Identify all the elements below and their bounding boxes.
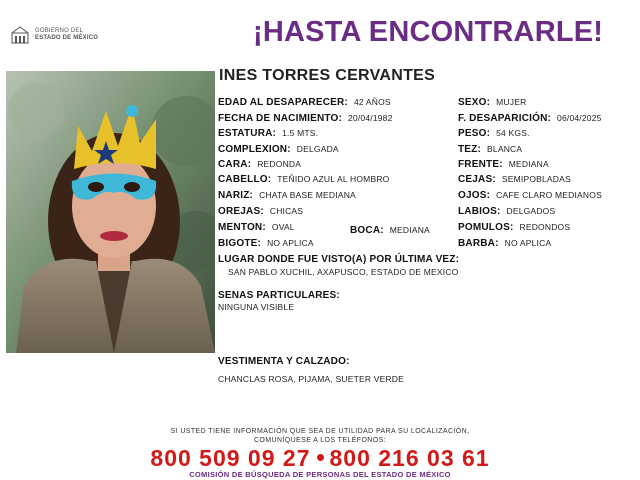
field-label: FECHA DE NACIMIENTO: (218, 113, 342, 124)
dot-icon (317, 454, 324, 461)
field-sexo (458, 96, 526, 109)
field-labios (458, 205, 555, 218)
field-value: NO APLICA (267, 238, 314, 248)
phone-number-1[interactable]: 800 509 09 27 (150, 445, 311, 471)
state-emblem-icon (10, 25, 30, 45)
field-bigote (218, 237, 314, 250)
field-value: DELGADOS (506, 206, 556, 216)
government-logo (10, 24, 120, 46)
field-menton (218, 221, 295, 234)
phone-number-2[interactable]: 800 216 03 61 (329, 445, 490, 471)
clothing-value: CHANCLAS ROSA, PIJAMA, SUETER VERDE (218, 374, 405, 384)
logo-line-1: GOBIERNO DEL (35, 28, 84, 34)
field-peso (458, 127, 530, 140)
person-name: INES TORRES CERVANTES (219, 67, 436, 84)
field-boca (350, 224, 430, 237)
field-label: TEZ: (458, 144, 482, 155)
field-cara (218, 158, 301, 171)
field-fecha-desaparicion (458, 112, 602, 125)
contact-info-line-2: COMUNÍQUESE A LOS TELÉFONOS: (253, 437, 387, 444)
field-estatura (218, 127, 318, 140)
field-value: CHICAS (269, 206, 304, 216)
field-fecha-nacimiento (218, 112, 393, 125)
field-label: PESO: (458, 128, 491, 139)
field-label: ESTATURA: (218, 128, 277, 139)
contact-info-line-1: SI USTED TIENE INFORMACIÓN QUE SEA DE UTILIDAD PARA SU LOCALIZACIÓN, (170, 428, 470, 435)
field-value: MUJER (496, 97, 527, 107)
field-value: DELGADA (296, 144, 339, 154)
contact-info (0, 427, 640, 445)
field-label: NARIZ: (218, 190, 254, 201)
field-value: 20/04/1982 (348, 113, 393, 123)
field-edad (218, 96, 391, 109)
field-value: 1.5 MTS. (282, 128, 319, 138)
field-value: NO APLICA (504, 238, 552, 248)
field-label: MENTON: (218, 222, 266, 233)
field-label: FRENTE: (458, 159, 503, 170)
field-label: BARBA: (458, 238, 499, 249)
headline: ¡HASTA ENCONTRARLE! (253, 16, 604, 48)
field-label: EDAD AL DESAPARECER: (218, 97, 348, 108)
field-value: 54 KGS. (496, 128, 530, 138)
field-value: 06/04/2025 (557, 113, 602, 123)
field-value: REDONDOS (519, 222, 571, 232)
field-label: SEXO: (458, 97, 491, 108)
field-value: CHATA BASE MEDIANA (259, 190, 356, 200)
field-cabello (218, 173, 389, 186)
commission-name: COMISIÓN DE BÚSQUEDA DE PERSONAS DEL ESTADO DE MÉXICO (189, 470, 451, 479)
field-frente (458, 158, 549, 171)
field-label: BIGOTE: (218, 238, 262, 249)
field-value: OVAL (271, 222, 295, 232)
field-nariz (218, 189, 356, 202)
field-value: TEÑIDO AZUL AL HOMBRO (277, 174, 390, 184)
field-value: CAFE CLARO MEDIANOS (496, 190, 602, 200)
clothing-label: VESTIMENTA Y CALZADO: (218, 356, 350, 367)
field-ojos (458, 189, 602, 202)
phone-numbers (0, 445, 640, 472)
field-value: SEMIPOBLADAS (501, 174, 571, 184)
field-label: LABIOS: (458, 206, 501, 217)
logo-line-2: ESTADO DE MÉXICO (35, 35, 99, 41)
field-tez (458, 143, 522, 156)
field-value: REDONDA (257, 159, 302, 169)
field-label: CARA: (218, 159, 252, 170)
field-complexion (218, 143, 339, 156)
field-pomulos (458, 221, 570, 234)
field-label: OJOS: (458, 190, 491, 201)
field-value: MEDIANA (508, 159, 549, 169)
field-barba (458, 237, 551, 250)
field-orejas (218, 205, 303, 218)
field-label: BOCA: (350, 225, 384, 236)
field-label: CEJAS: (458, 174, 496, 185)
missing-person-photo (6, 71, 215, 353)
field-cejas (458, 173, 571, 186)
last-seen-value: SAN PABLO XUCHIL, AXAPUSCO, ESTADO DE MEXICO (228, 267, 459, 277)
field-value: 42 AÑOS (353, 97, 391, 107)
last-seen-label: LUGAR DONDE FUE VISTO(A) POR ÚLTIMA VEZ: (218, 254, 460, 265)
field-label: F. DESAPARICIÓN: (458, 113, 552, 124)
marks-label: SENAS PARTICULARES: (218, 290, 340, 301)
field-label: POMULOS: (458, 222, 514, 233)
field-value: MEDIANA (389, 225, 430, 235)
marks-value: NINGUNA VISIBLE (218, 302, 295, 312)
field-value: BLANCA (487, 144, 523, 154)
field-label: OREJAS: (218, 206, 264, 217)
field-label: COMPLEXION: (218, 144, 291, 155)
field-label: CABELLO: (218, 174, 272, 185)
